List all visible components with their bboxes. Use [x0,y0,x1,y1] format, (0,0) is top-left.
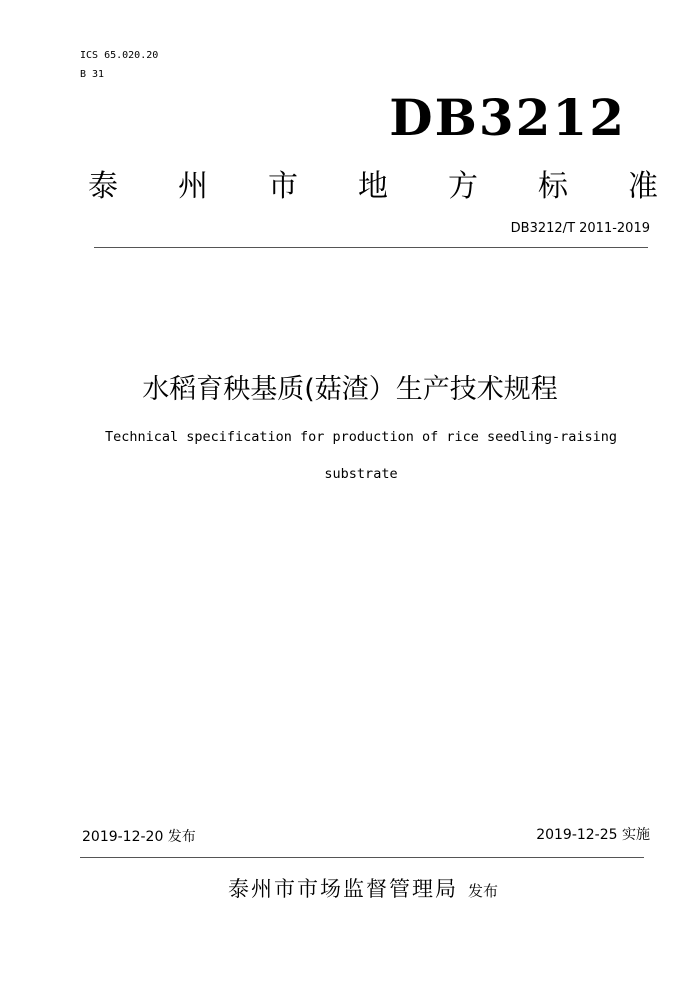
standard-type-char: 方 [448,169,478,204]
publisher-name: 泰州市市场监督管理局 [227,877,458,901]
standard-type-char: 州 [178,169,208,204]
standard-type-char: 泰 [88,169,118,204]
implementation-date: 2019-12-25 实施 [536,827,650,843]
publisher-suffix: 发布 [467,882,498,900]
top-divider [94,247,648,248]
standard-type-char: 标 [538,169,568,204]
standard-type [88,165,658,209]
standard-type-char: 准 [628,169,658,204]
standard-type-char: 地 [358,169,388,204]
publisher [0,874,700,906]
standard-code: DB3212 [389,88,626,147]
title-english-line2: substrate [324,466,398,482]
ics-code: ICS 65.020.20 [80,50,159,61]
standard-number: DB3212/T 2011-2019 [510,221,650,236]
title-english-line1: Technical specification for production of rice seedling-raising [104,429,618,445]
issue-date: 2019-12-20 发布 [82,829,196,845]
standard-type-char: 市 [268,169,298,204]
bottom-divider [80,857,644,858]
ccs-code: B 31 [80,69,105,80]
title-chinese: 水稻育秧基质(菇渣）生产技术规程 [142,374,558,405]
